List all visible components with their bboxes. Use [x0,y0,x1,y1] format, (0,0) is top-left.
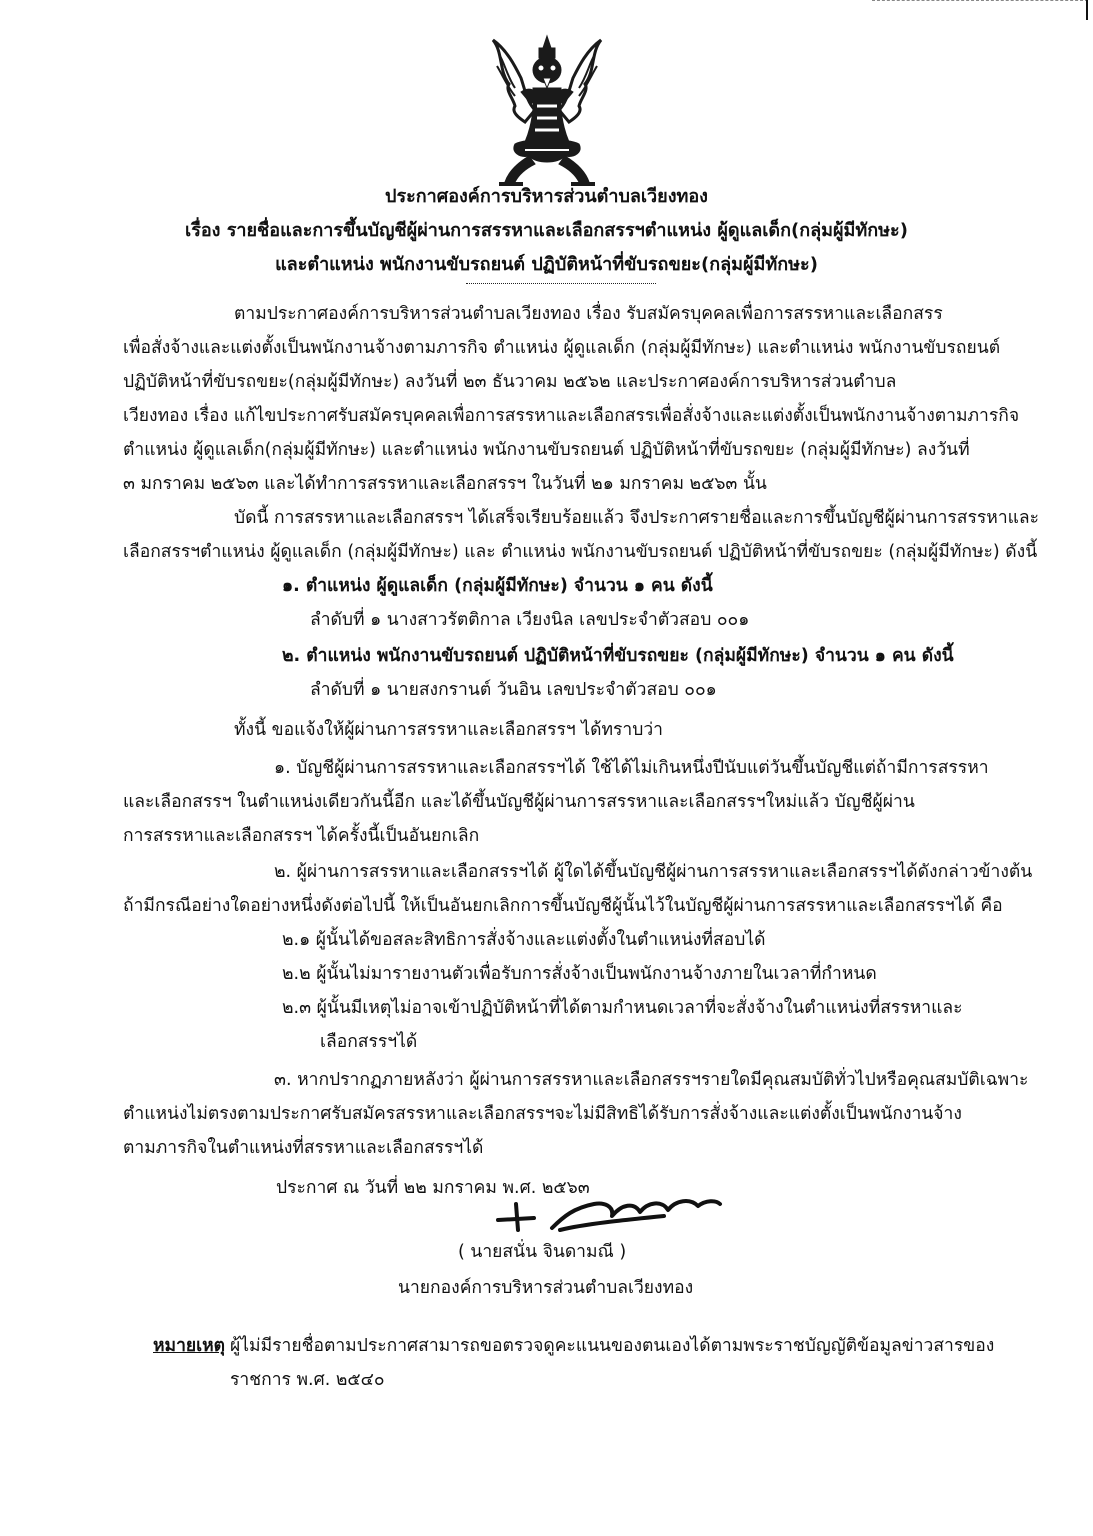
intro-line: ตามประกาศองค์การบริหารส่วนตำบลเวียงทอง เรื่อง รับสมัครบุคคลเพื่อการสรรหาและเลือกสรร [234,304,943,324]
sub-condition: ๒.๓ ผู้นั้นมีเหตุไม่อาจเข้าปฏิบัติหน้าที่ได้ตามกำหนดเวลาที่จะสั่งจ้างในตำแหน่งที่สรรหาและ [282,998,963,1018]
top-dashed-rule [872,0,1088,2]
intro-line: ปฏิบัติหน้าที่ขับรถขยะ(กลุ่มผู้มีทักษะ) ลงวันที่ ๒๓ ธันวาคม ๒๕๖๒ และประกาศองค์การบริหารส่วนตำบล [123,372,897,392]
remark-line: ผู้ไม่มีรายชื่อตามประกาศสามารถขอตรวจดูคะแนนของตนเองได้ตามพระราชบัญญัติข้อมูลข่าวสารของ [230,1336,995,1356]
notice-intro: ทั้งนี้ ขอแจ้งให้ผู้ผ่านการสรรหาและเลือกสรรฯ ได้ทราบว่า [234,720,663,740]
announce-line: เลือกสรรฯตำแหน่ง ผู้ดูแลเด็ก (กลุ่มผู้มีทักษะ) และ ตำแหน่ง พนักงานขับรถยนต์ ปฏิบัติหน้าที่ขับรถขยะ (กลุ่มผู้มีทักษะ) ดังนี้ [123,542,1038,562]
position-entry: ลำดับที่ ๑ นายสงกรานต์ วันอิน เลขประจำตัวสอบ ๐๐๑ [310,680,717,700]
condition-line: ตามภารกิจในตำแหน่งที่สรรหาและเลือกสรรฯได้ [123,1138,484,1158]
remark-label: หมายเหตุ [153,1336,226,1356]
condition-line: และเลือกสรรฯ ในตำแหน่งเดียวกันนี้อีก และได้ขึ้นบัญชีผู้ผ่านการสรรหาและเลือกสรรฯใหม่แล้ว บัญชีผู้ผ่าน [123,792,915,812]
garuda-emblem-icon [485,32,609,188]
intro-line: เวียงทอง เรื่อง แก้ไขประกาศรับสมัครบุคคลเพื่อการสรรหาและเลือกสรรเพื่อสั่งจ้างและแต่งตั้งเป็นพนักงานจ้างตามภารกิจ [123,406,1020,426]
sub-condition: ๒.๒ ผู้นั้นไม่มารายงานตัวเพื่อรับการสั่งจ้างเป็นพนักงานจ้างภายในเวลาที่กำหนด [282,964,877,984]
signatory-name: ( นายสนั่น จินดามณี ) [458,1242,627,1262]
title-divider [466,283,656,284]
signatory-title: นายกองค์การบริหารส่วนตำบลเวียงทอง [398,1278,694,1298]
position-entry: ลำดับที่ ๑ นางสาวรัตติกาล เวียงนิล เลขประจำตัวสอบ ๐๐๑ [310,610,750,630]
condition-line: ตำแหน่งไม่ตรงตามประกาศรับสมัครสรรหาและเลือกสรรฯจะไม่มีสิทธิได้รับการสั่งจ้างและแต่งตั้งเป็นพนักงานจ้าง [123,1104,962,1124]
condition-line: การสรรหาและเลือกสรรฯ ได้ครั้งนี้เป็นอันยกเลิก [123,826,480,846]
intro-line: เพื่อสั่งจ้างและแต่งตั้งเป็นพนักงานจ้างตามภารกิจ ตำแหน่ง ผู้ดูแลเด็ก (กลุ่มผู้มีทักษะ) และตำแหน่ง พนักงานขับรถยนต์ [123,338,1001,358]
position-heading: ๑. ตำแหน่ง ผู้ดูแลเด็ก (กลุ่มผู้มีทักษะ) จำนวน ๑ คน ดังนี้ [282,576,713,596]
intro-line: ๓ มกราคม ๒๕๖๓ และได้ทำการสรรหาและเลือกสรรฯ ในวันที่ ๒๑ มกราคม ๒๕๖๓ นั้น [123,474,767,494]
sub-condition: ๒.๑ ผู้นั้นได้ขอสละสิทธิการสั่งจ้างและแต่งตั้งในตำแหน่งที่สอบได้ [282,930,766,950]
sub-condition: เลือกสรรฯได้ [320,1032,418,1052]
announcement-date: ประกาศ ณ วันที่ ๒๒ มกราคม พ.ศ. ๒๕๖๓ [276,1178,590,1198]
edge-mark [1086,0,1088,20]
subject-line-1: เรื่อง รายชื่อและการขึ้นบัญชีผู้ผ่านการสรรหาและเลือกสรรฯตำแหน่ง ผู้ดูแลเด็ก(กลุ่มผู้มีทักษะ) [185,220,908,241]
intro-line: ตำแหน่ง ผู้ดูแลเด็ก(กลุ่มผู้มีทักษะ) และตำแหน่ง พนักงานขับรถยนต์ ปฏิบัติหน้าที่ขับรถขยะ (กลุ่มผู้มีทักษะ) ลงวันที่ [123,440,970,460]
subject-line-2: และตำแหน่ง พนักงานขับรถยนต์ ปฏิบัติหน้าที่ขับรถขยะ(กลุ่มผู้มีทักษะ) [275,254,818,275]
condition-line: ๑. บัญชีผู้ผ่านการสรรหาและเลือกสรรฯได้ ใช้ได้ไม่เกินหนึ่งปีนับแต่วันขึ้นบัญชีแต่ถ้ามีการสรรหา [274,758,989,778]
position-heading: ๒. ตำแหน่ง พนักงานขับรถยนต์ ปฏิบัติหน้าที่ขับรถขยะ (กลุ่มผู้มีทักษะ) จำนวน ๑ คน ดังนี้ [282,646,954,666]
condition-line: ๓. หากปรากฏภายหลังว่า ผู้ผ่านการสรรหาและเลือกสรรฯรายใดมีคุณสมบัติทั่วไปหรือคุณสมบัติเฉพาะ [274,1070,1029,1090]
signature-mark [494,1190,724,1240]
remark-line: ราชการ พ.ศ. ๒๕๔๐ [230,1370,385,1390]
condition-line: ๒. ผู้ผ่านการสรรหาและเลือกสรรฯได้ ผู้ใดได้ขึ้นบัญชีผู้ผ่านการสรรหาและเลือกสรรฯได้ดังกล่าวข้างต้น [274,862,1033,882]
announce-line: บัดนี้ การสรรหาและเลือกสรรฯ ได้เสร็จเรียบร้อยแล้ว จึงประกาศรายชื่อและการขึ้นบัญชีผู้ผ่านการสรรหาและ [234,508,1040,528]
org-title: ประกาศองค์การบริหารส่วนตำบลเวียงทอง [385,186,708,207]
condition-line: ถ้ามีกรณีอย่างใดอย่างหนึ่งดังต่อไปนี้ ให้เป็นอันยกเลิกการขึ้นบัญชีผู้นั้นไว้ในบัญชีผู้ผ่านการสรรหาและเลือกสรรฯได้ คือ [123,896,1003,916]
